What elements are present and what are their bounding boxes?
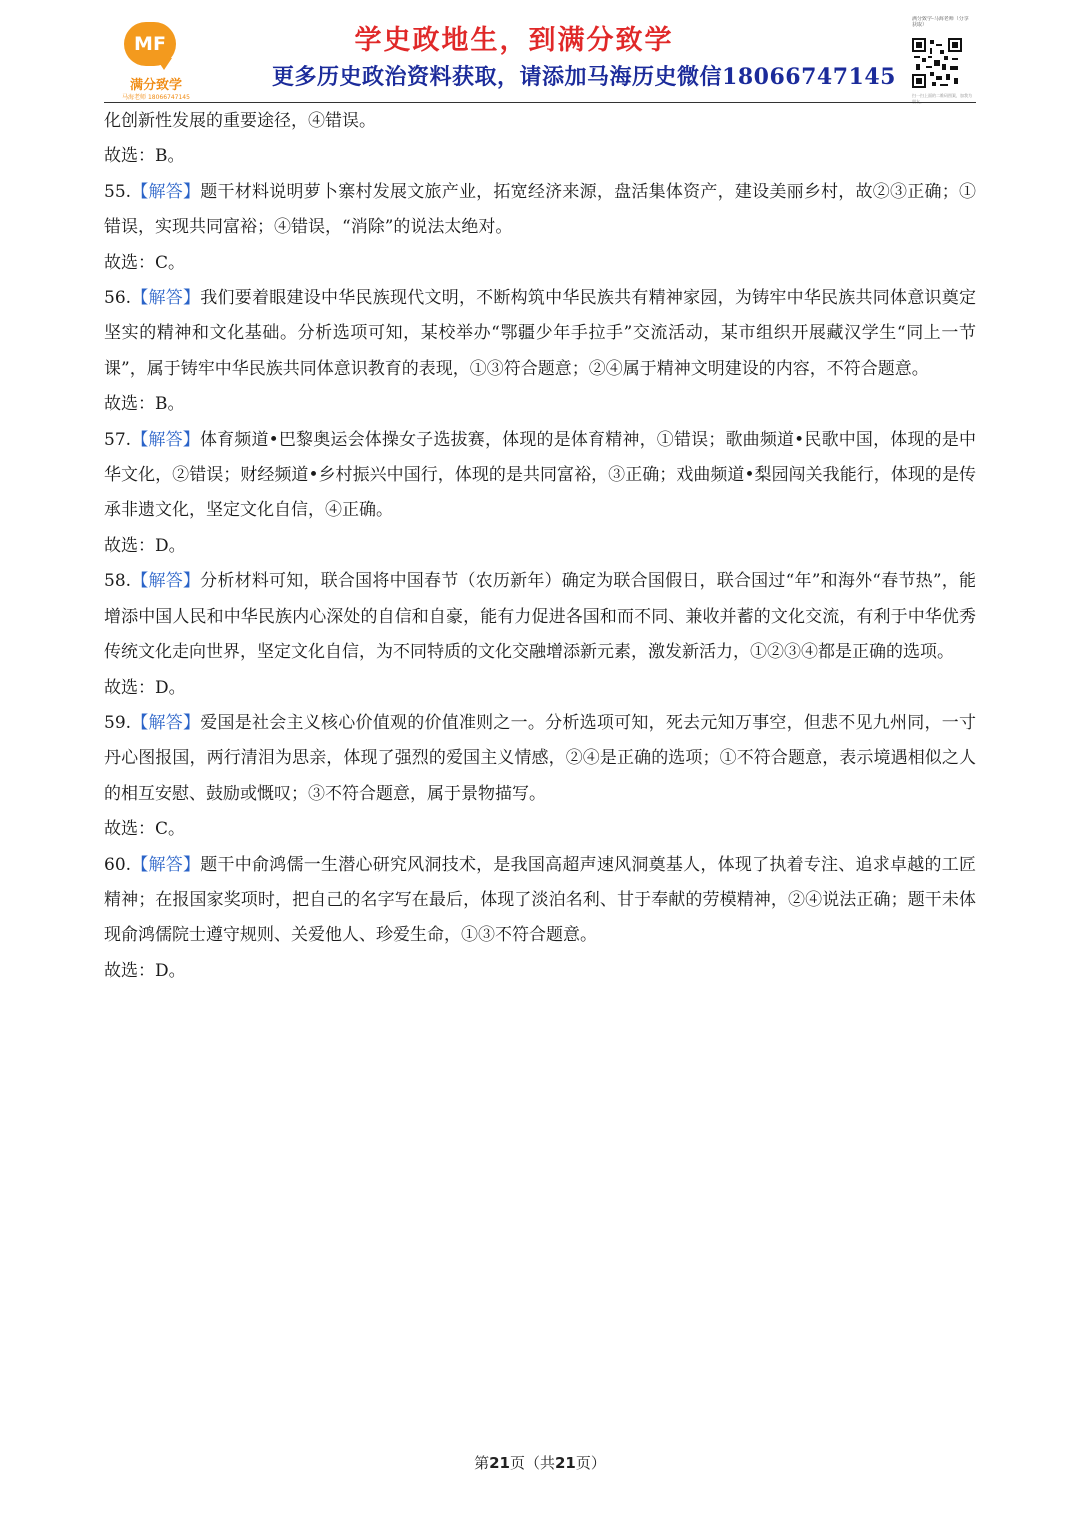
answer-text: 化创新性发展的重要途径，④错误。 — [104, 111, 376, 131]
answer-tag: 【解答】 — [131, 288, 201, 309]
answer-text: 故选：B。 — [104, 146, 185, 167]
page-header — [104, 14, 976, 102]
answer-text: 体育频道•巴黎奥运会体操女子选拔赛，体现的是体育精神，①错误；歌曲频道•民歌中国，体现的是中华文化，②错误；财经频道•乡村振兴中国行，体现的是共同富裕，③正确；戏曲频道•梨园闯关我能行，体现的是传承非遗文化，坚定文化自信，④正确。 — [104, 429, 976, 521]
header-contact: 更多历史政治资料获取，请添加马海历史微信18066747145 — [272, 64, 896, 90]
answer-line — [104, 387, 976, 422]
answer-text: 故选：B。 — [104, 394, 185, 415]
header-slogan: 学史政地生，到满分致学 — [354, 25, 674, 56]
answer-text: 我们要着眼建设中华民族现代文明，不断构筑中华民族共有精神家园，为铸牢中华民族共同体意识奠定坚实的精神和文化基础。分析选项可知，某校举办“鄂疆少年手拉手”交流活动，某市组织开展藏汉学生“同上一节课”，属于铸牢中华民族共同体意识教育的表现，①③符合题意；②④属于精神文明建设的内容，不符合题意。 — [104, 288, 977, 379]
qr-footer-text: 扫一扫上面的二维码图案，加我为朋友。 — [912, 93, 972, 104]
page-number-prefix: 第 — [474, 1454, 490, 1472]
answer-tag: 【解答】 — [131, 712, 201, 733]
answer-text: 题干中俞鸿儒一生潜心研究风洞技术，是我国高超声速风洞奠基人，体现了执着专注、追求卓越的工匠精神；在报国家奖项时，把自己的名字写在最后，体现了淡泊名利、甘于奉献的劳模精神，②④说法正确；题干未体现俞鸿儒院士遵守规则、关爱他人、珍爱生命，①③不符合题意。 — [104, 854, 977, 946]
answer-tag: 【解答】 — [131, 429, 200, 450]
qr-caption: 满分致学-马海老师（分享获取） — [912, 16, 969, 28]
answer-tag: 【解答】 — [131, 571, 201, 592]
answer-line — [104, 671, 976, 706]
question-number: 58. — [104, 571, 132, 592]
answer-text: 故选：D。 — [104, 535, 186, 556]
answer-item — [104, 706, 976, 812]
answer-text: 故选：C。 — [104, 252, 186, 273]
qr-code-icon — [912, 38, 962, 88]
answer-line — [104, 246, 976, 281]
question-number: 60. — [104, 854, 132, 875]
page-number-middle: 页（共 — [509, 1454, 555, 1472]
answer-line — [104, 529, 976, 564]
answer-tag: 【解答】 — [131, 181, 201, 202]
question-number: 55. — [104, 181, 132, 202]
answer-text: 故选：D。 — [104, 677, 186, 698]
question-number: 56. — [104, 288, 132, 309]
wechat-qr-block — [912, 16, 972, 104]
header-divider — [104, 102, 976, 103]
answer-content — [104, 104, 976, 989]
answer-item — [104, 423, 976, 529]
page-number — [0, 1452, 1080, 1473]
answer-text: 分析材料可知，联合国将中国春节（农历新年）确定为联合国假日，联合国过“年”和海外“春节热”，能增添中国人民和中华民族内心深处的自信和自豪，能有力促进各国和而不同、兼收并蓄的文化交流，有利于中华优秀传统文化走向世界，坚定文化自信，为不同特质的文化交融增添新元素，激发新活力，①②③④都是正确的选项。 — [104, 571, 977, 663]
answer-text: 故选：C。 — [104, 819, 186, 840]
logo-brand-name: 满分致学 — [129, 78, 182, 93]
answer-line — [104, 954, 976, 989]
answer-line — [104, 104, 976, 139]
logo-subtitle: 马海老师 18066747145 — [122, 94, 190, 101]
answer-line — [104, 139, 976, 174]
answer-item — [104, 281, 976, 387]
logo-bubble-tail — [156, 58, 172, 70]
question-number: 59. — [104, 712, 132, 733]
answer-item — [104, 564, 976, 670]
answer-item — [104, 175, 976, 246]
answer-text: 故选：D。 — [104, 960, 186, 981]
answer-tag: 【解答】 — [131, 854, 201, 875]
answer-text: 爱国是社会主义核心价值观的价值准则之一。分析选项可知，死去元知万事空，但悲不见九州同，一寸丹心图报国，两行清泪为思亲，体现了强烈的爱国主义情感，②④是正确的选项；①不符合题意，表示境遇相似之人的相互安慰、鼓励或慨叹；③不符合题意，属于景物描写。 — [104, 712, 977, 804]
answer-item — [104, 848, 976, 954]
page-number-suffix: 页） — [575, 1454, 606, 1472]
answer-line — [104, 812, 976, 847]
brand-logo — [116, 22, 188, 100]
question-number: 57. — [104, 429, 132, 450]
page-number-total: 21 — [555, 1454, 576, 1472]
answer-text: 题干材料说明萝卜寨村发展文旅产业，拓宽经济来源，盘活集体资产，建设美丽乡村，故②③正确；①错误，实现共同富裕；④错误，“消除”的说法太绝对。 — [104, 181, 977, 238]
page-number-current: 21 — [489, 1454, 510, 1472]
logo-initials: MF — [134, 33, 166, 55]
